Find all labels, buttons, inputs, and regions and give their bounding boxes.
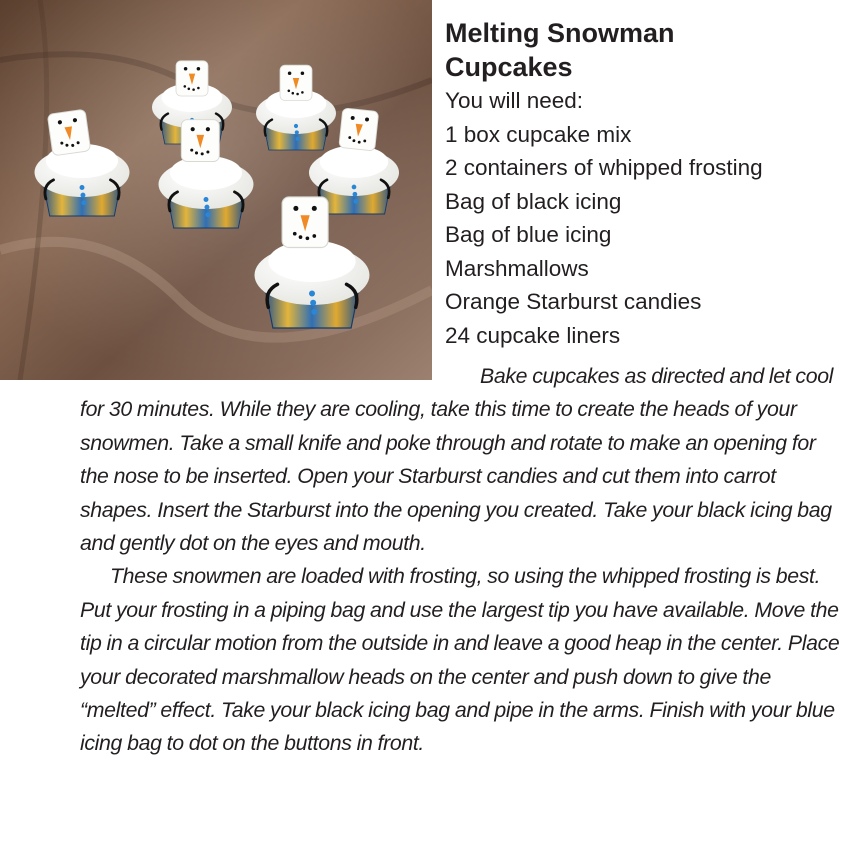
- ingredients-intro: You will need:: [445, 88, 584, 113]
- ingredient-item: 1 box cupcake mix: [445, 121, 632, 147]
- ingredient-item: Marshmallows: [445, 255, 589, 281]
- recipe-title: [445, 16, 845, 84]
- ingredients-list: [445, 118, 845, 353]
- ingredient-item: 24 cupcake liners: [445, 322, 621, 348]
- ingredient-item: Orange Starburst candies: [445, 289, 702, 314]
- recipe-title-line2: Cupcakes: [445, 52, 573, 82]
- ingredient-item: Bag of blue icing: [445, 222, 612, 247]
- recipe-title-line1: Melting Snowman: [445, 18, 675, 48]
- recipe-instructions: [80, 360, 840, 761]
- instruction-paragraph: Bake cupcakes as directed and let cool for 30 minutes. While they are cooling, take this time to create the heads of your snowmen. Take a small knife and poke through and rotate to make an opening for the nose to be inserted. Open your Starburst candies and cut them into carrot shapes. Insert the Starburst into the opening you created. Take your black icing bag and gently dot on the eyes and mouth.: [80, 364, 834, 556]
- ingredient-item: Bag of black icing: [445, 188, 622, 214]
- recipe-header: [445, 16, 845, 352]
- instruction-paragraph: These snowmen are loaded with frosting, so using the whipped frosting is best. Put your frosting in a piping bag and use the largest tip you have available. Move the tip in a circular motion from the outside in and leave a good heap in the center. Place your decorated marshmallow heads on the center and push down to give the “melted” effect. Take your black icing bag and pipe in the arms. Finish with your blue icing bag to dot on the buttons in front.: [80, 564, 840, 756]
- ingredient-item: 2 containers of whipped frosting: [445, 155, 763, 180]
- snowman-cupcakes-photo: [0, 0, 432, 380]
